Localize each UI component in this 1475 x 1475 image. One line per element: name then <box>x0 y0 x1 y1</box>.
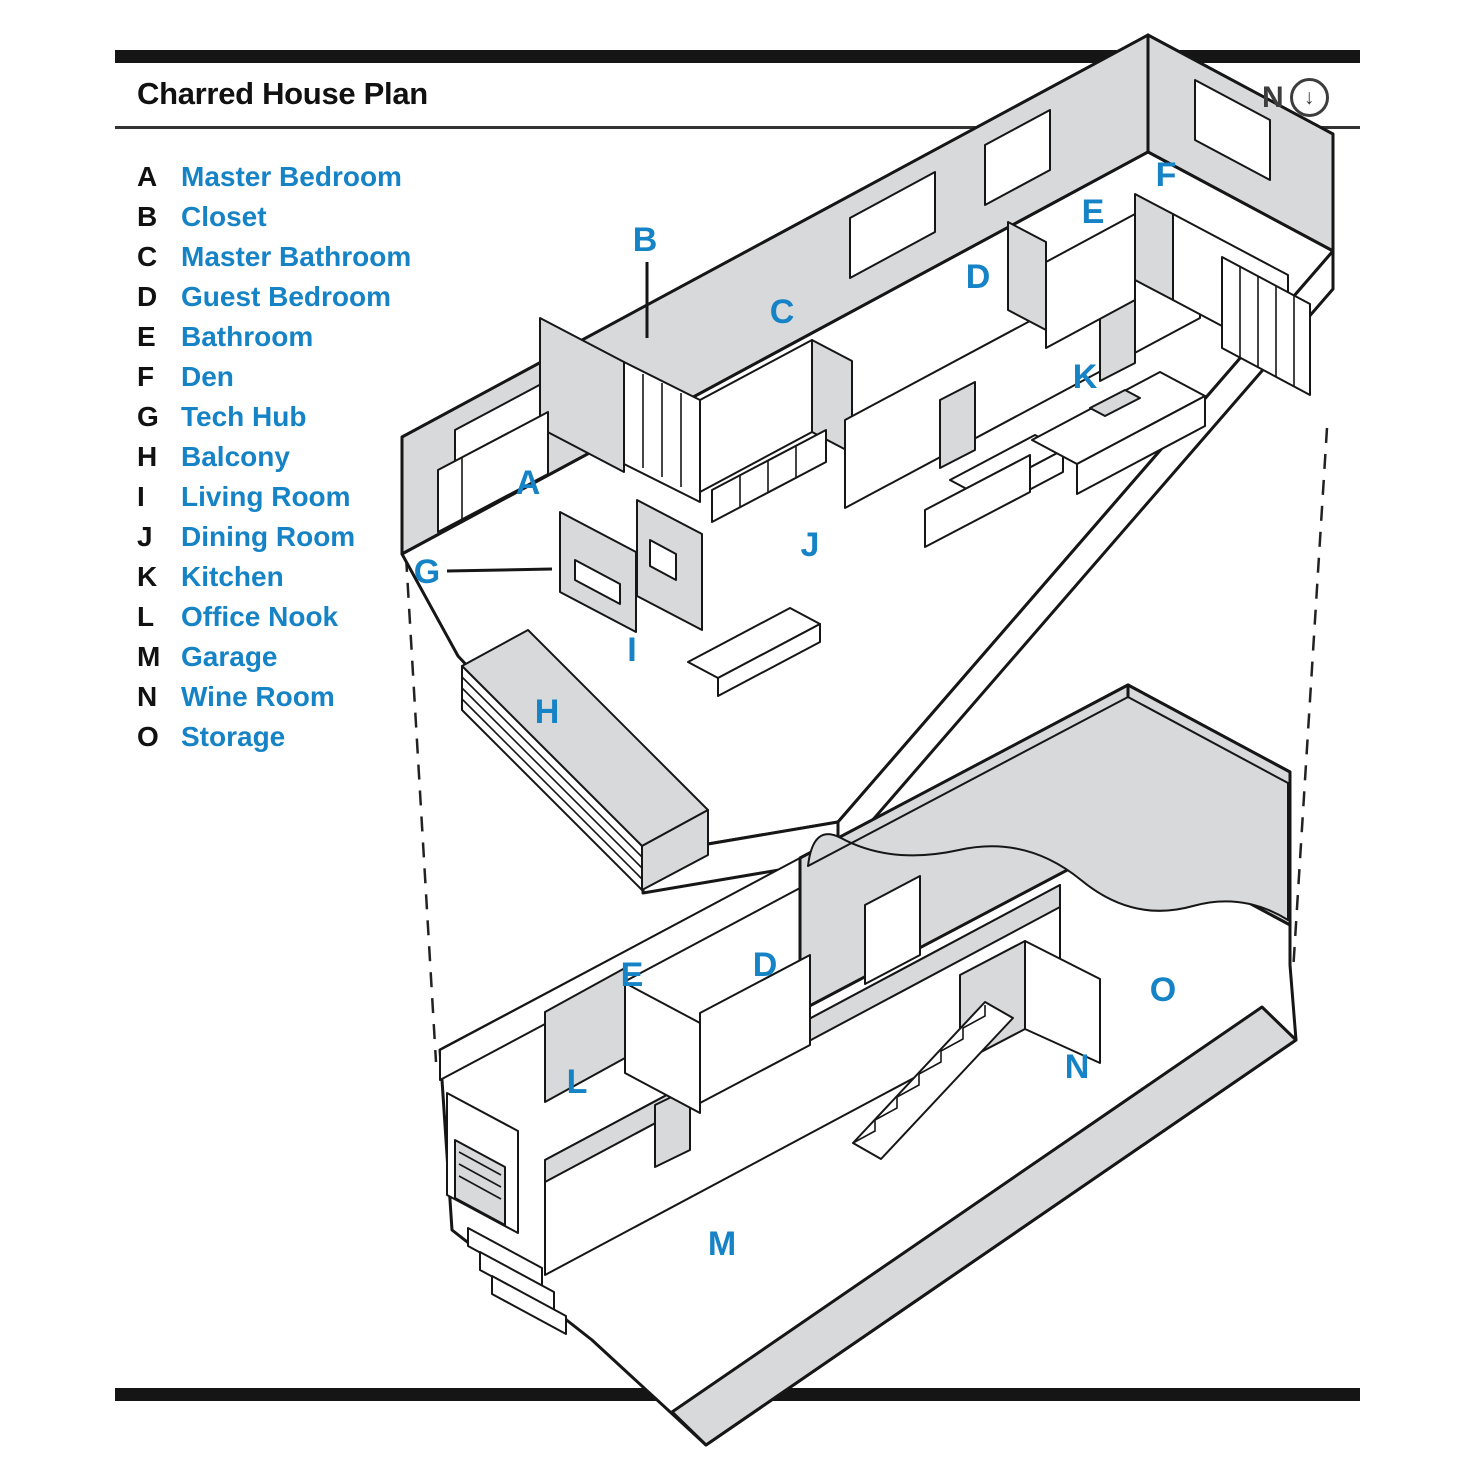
legend-label: Living Room <box>181 481 351 512</box>
legend-label: Guest Bedroom <box>181 281 392 312</box>
legend-item-D <box>137 277 411 317</box>
legend-label: Den <box>181 361 234 392</box>
plan-label-I: I <box>627 631 637 669</box>
plan-label-H: H <box>534 693 560 731</box>
legend-key: L <box>137 601 155 632</box>
legend-item-J <box>137 517 411 557</box>
legend-item-N <box>137 677 411 717</box>
legend-item-H <box>137 437 411 477</box>
plan-label-D-upper: D <box>965 258 991 296</box>
plan-label-B: B <box>632 221 658 259</box>
legend-item-G <box>137 397 411 437</box>
plan-label-E-upper: E <box>1081 193 1105 231</box>
legend-key: G <box>137 401 159 432</box>
legend-key: I <box>137 481 145 512</box>
legend-item-A <box>137 157 411 197</box>
plan-label-F: F <box>1155 156 1177 194</box>
north-indicator <box>1262 78 1329 117</box>
plan-label-O: O <box>1149 971 1177 1009</box>
legend-key: O <box>137 721 159 752</box>
north-label: N <box>1262 80 1284 114</box>
legend-key: J <box>137 521 153 552</box>
legend-item-B <box>137 197 411 237</box>
plan-label-E-lower: E <box>620 956 644 994</box>
legend-key: K <box>137 561 158 592</box>
north-arrow-icon: ↓ <box>1290 78 1329 117</box>
legend-key: F <box>137 361 155 392</box>
plan-label-L: L <box>566 1063 588 1101</box>
legend-label: Storage <box>181 721 286 752</box>
plan-label-A: A <box>515 464 541 502</box>
page-title: Charred House Plan <box>137 76 428 111</box>
legend-key: H <box>137 441 158 472</box>
plan-label-J: J <box>800 526 820 564</box>
legend-label: Garage <box>181 641 278 672</box>
plan-label-G: G <box>413 553 441 591</box>
legend-key: C <box>137 241 158 272</box>
legend-key: M <box>137 641 161 672</box>
legend-item-F <box>137 357 411 397</box>
legend-item-K <box>137 557 411 597</box>
legend-item-M <box>137 637 411 677</box>
legend-label: Dining Room <box>181 521 356 552</box>
legend-label: Balcony <box>181 441 290 472</box>
room-legend <box>137 157 411 757</box>
legend-item-L <box>137 597 411 637</box>
plan-label-C: C <box>769 293 795 331</box>
leader-line-G <box>447 569 552 571</box>
legend-label: Master Bedroom <box>181 161 402 192</box>
plan-label-D-lower: D <box>752 946 778 984</box>
legend-label: Office Nook <box>181 601 339 632</box>
legend-item-I <box>137 477 411 517</box>
legend-label: Wine Room <box>181 681 335 712</box>
legend-label: Closet <box>181 201 267 232</box>
plan-label-K: K <box>1072 358 1098 396</box>
plan-label-N: N <box>1064 1048 1090 1086</box>
plan-label-M: M <box>707 1225 737 1263</box>
legend-key: A <box>137 161 158 192</box>
legend-label: Kitchen <box>181 561 284 592</box>
legend-item-O <box>137 717 411 757</box>
legend-label: Bathroom <box>181 321 314 352</box>
legend-key: N <box>137 681 158 712</box>
legend-item-C <box>137 237 411 277</box>
legend-label: Master Bathroom <box>181 241 412 272</box>
legend-key: B <box>137 201 158 232</box>
legend-key: E <box>137 321 156 352</box>
legend-label: Tech Hub <box>181 401 307 432</box>
legend-item-E <box>137 317 411 357</box>
legend-key: D <box>137 281 158 312</box>
